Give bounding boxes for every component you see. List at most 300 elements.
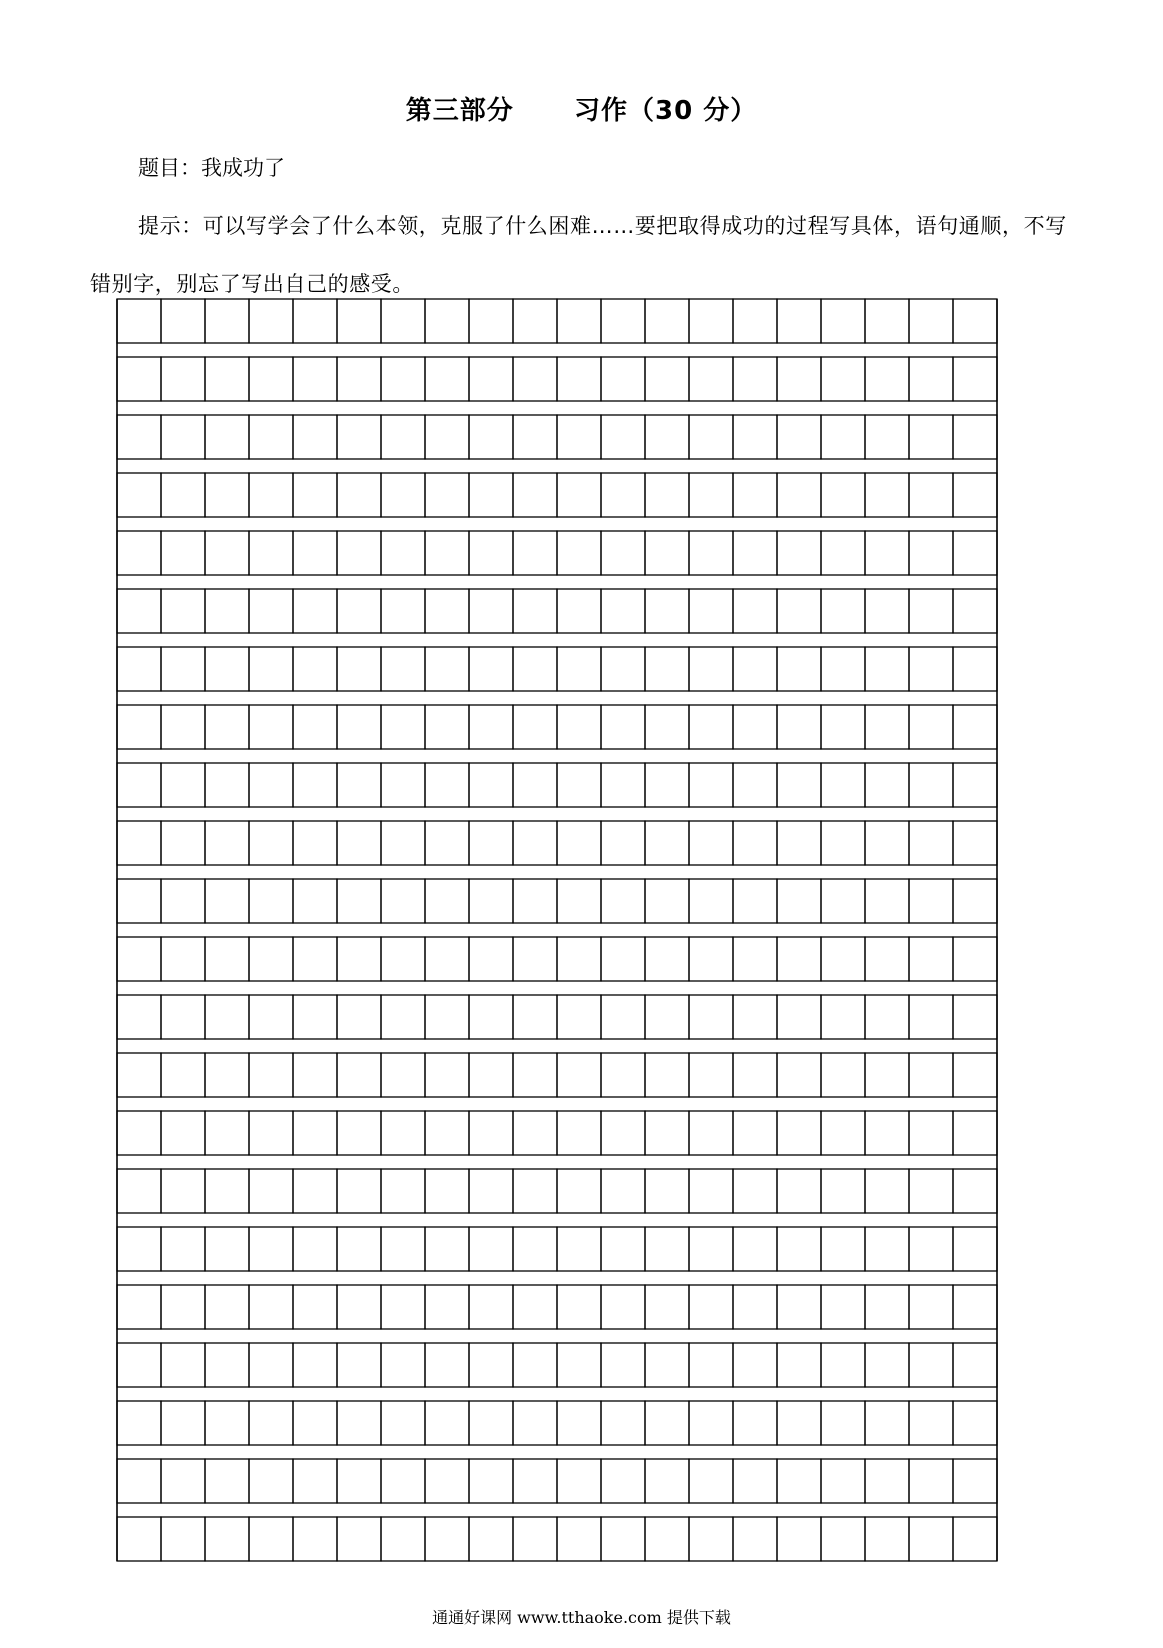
grid-cell[interactable] xyxy=(777,1111,821,1155)
grid-cell[interactable] xyxy=(117,1169,161,1213)
grid-cell[interactable] xyxy=(293,415,337,459)
grid-cell[interactable] xyxy=(953,357,997,401)
grid-cell[interactable] xyxy=(469,1285,513,1329)
grid-cell[interactable] xyxy=(513,1285,557,1329)
grid-cell[interactable] xyxy=(381,1169,425,1213)
grid-cell[interactable] xyxy=(689,1285,733,1329)
grid-cell[interactable] xyxy=(821,299,865,343)
grid-cell[interactable] xyxy=(689,1459,733,1503)
grid-cell[interactable] xyxy=(689,937,733,981)
grid-cell[interactable] xyxy=(601,1343,645,1387)
grid-cell[interactable] xyxy=(953,879,997,923)
grid-cell[interactable] xyxy=(117,1517,161,1561)
grid-cell[interactable] xyxy=(689,1343,733,1387)
grid-cell[interactable] xyxy=(777,937,821,981)
grid-cell[interactable] xyxy=(601,647,645,691)
grid-cell[interactable] xyxy=(513,531,557,575)
grid-cell[interactable] xyxy=(909,1343,953,1387)
grid-cell[interactable] xyxy=(601,589,645,633)
grid-cell[interactable] xyxy=(689,531,733,575)
grid-cell[interactable] xyxy=(205,879,249,923)
grid-cell[interactable] xyxy=(117,763,161,807)
grid-cell[interactable] xyxy=(205,357,249,401)
grid-cell[interactable] xyxy=(953,589,997,633)
grid-cell[interactable] xyxy=(337,705,381,749)
grid-cell[interactable] xyxy=(117,1285,161,1329)
grid-cell[interactable] xyxy=(205,1401,249,1445)
grid-cell[interactable] xyxy=(293,1053,337,1097)
grid-cell[interactable] xyxy=(645,1053,689,1097)
grid-cell[interactable] xyxy=(821,879,865,923)
grid-cell[interactable] xyxy=(821,1459,865,1503)
grid-cell[interactable] xyxy=(557,763,601,807)
grid-cell[interactable] xyxy=(381,1053,425,1097)
grid-cell[interactable] xyxy=(337,1459,381,1503)
grid-cell[interactable] xyxy=(601,473,645,517)
grid-cell[interactable] xyxy=(337,763,381,807)
grid-cell[interactable] xyxy=(337,937,381,981)
grid-cell[interactable] xyxy=(117,589,161,633)
grid-cell[interactable] xyxy=(557,995,601,1039)
grid-cell[interactable] xyxy=(513,995,557,1039)
grid-cell[interactable] xyxy=(293,879,337,923)
grid-cell[interactable] xyxy=(821,821,865,865)
grid-cell[interactable] xyxy=(161,1401,205,1445)
grid-cell[interactable] xyxy=(865,357,909,401)
grid-cell[interactable] xyxy=(733,1285,777,1329)
grid-cell[interactable] xyxy=(293,937,337,981)
grid-cell[interactable] xyxy=(909,1401,953,1445)
grid-cell[interactable] xyxy=(865,763,909,807)
grid-cell[interactable] xyxy=(865,705,909,749)
grid-cell[interactable] xyxy=(293,1169,337,1213)
grid-cell[interactable] xyxy=(733,821,777,865)
grid-cell[interactable] xyxy=(425,879,469,923)
grid-cell[interactable] xyxy=(337,415,381,459)
grid-cell[interactable] xyxy=(249,1343,293,1387)
grid-cell[interactable] xyxy=(249,821,293,865)
grid-cell[interactable] xyxy=(161,1285,205,1329)
grid-cell[interactable] xyxy=(645,879,689,923)
grid-cell[interactable] xyxy=(381,647,425,691)
grid-cell[interactable] xyxy=(645,647,689,691)
grid-cell[interactable] xyxy=(205,1459,249,1503)
grid-cell[interactable] xyxy=(557,415,601,459)
grid-cell[interactable] xyxy=(117,1227,161,1271)
grid-cell[interactable] xyxy=(909,1285,953,1329)
grid-cell[interactable] xyxy=(469,1053,513,1097)
grid-cell[interactable] xyxy=(469,589,513,633)
grid-cell[interactable] xyxy=(865,1227,909,1271)
grid-cell[interactable] xyxy=(645,415,689,459)
grid-cell[interactable] xyxy=(733,879,777,923)
grid-cell[interactable] xyxy=(425,1227,469,1271)
grid-cell[interactable] xyxy=(117,531,161,575)
grid-cell[interactable] xyxy=(381,1111,425,1155)
grid-cell[interactable] xyxy=(601,1285,645,1329)
grid-cell[interactable] xyxy=(249,415,293,459)
grid-cell[interactable] xyxy=(645,1343,689,1387)
grid-cell[interactable] xyxy=(777,1169,821,1213)
grid-cell[interactable] xyxy=(469,821,513,865)
grid-cell[interactable] xyxy=(733,1169,777,1213)
grid-cell[interactable] xyxy=(557,879,601,923)
grid-cell[interactable] xyxy=(601,299,645,343)
grid-cell[interactable] xyxy=(205,589,249,633)
grid-cell[interactable] xyxy=(557,299,601,343)
grid-cell[interactable] xyxy=(425,473,469,517)
grid-cell[interactable] xyxy=(117,415,161,459)
grid-cell[interactable] xyxy=(821,763,865,807)
grid-cell[interactable] xyxy=(601,763,645,807)
grid-cell[interactable] xyxy=(953,299,997,343)
grid-cell[interactable] xyxy=(381,937,425,981)
grid-cell[interactable] xyxy=(601,821,645,865)
grid-cell[interactable] xyxy=(865,1169,909,1213)
grid-cell[interactable] xyxy=(337,589,381,633)
grid-cell[interactable] xyxy=(821,647,865,691)
grid-cell[interactable] xyxy=(953,821,997,865)
grid-cell[interactable] xyxy=(337,357,381,401)
grid-cell[interactable] xyxy=(821,1111,865,1155)
grid-cell[interactable] xyxy=(689,879,733,923)
grid-cell[interactable] xyxy=(557,531,601,575)
grid-cell[interactable] xyxy=(865,1401,909,1445)
grid-cell[interactable] xyxy=(953,1169,997,1213)
grid-cell[interactable] xyxy=(293,473,337,517)
grid-cell[interactable] xyxy=(689,473,733,517)
grid-cell[interactable] xyxy=(733,705,777,749)
grid-cell[interactable] xyxy=(733,1053,777,1097)
grid-cell[interactable] xyxy=(689,1227,733,1271)
grid-cell[interactable] xyxy=(469,1459,513,1503)
grid-cell[interactable] xyxy=(733,589,777,633)
grid-cell[interactable] xyxy=(161,415,205,459)
grid-cell[interactable] xyxy=(469,937,513,981)
grid-cell[interactable] xyxy=(161,357,205,401)
grid-cell[interactable] xyxy=(249,589,293,633)
grid-cell[interactable] xyxy=(161,647,205,691)
grid-cell[interactable] xyxy=(777,473,821,517)
grid-cell[interactable] xyxy=(469,763,513,807)
grid-cell[interactable] xyxy=(733,531,777,575)
grid-cell[interactable] xyxy=(953,415,997,459)
grid-cell[interactable] xyxy=(293,1111,337,1155)
grid-cell[interactable] xyxy=(865,1343,909,1387)
grid-cell[interactable] xyxy=(117,1053,161,1097)
grid-cell[interactable] xyxy=(733,1459,777,1503)
grid-cell[interactable] xyxy=(117,357,161,401)
grid-cell[interactable] xyxy=(161,1227,205,1271)
grid-cell[interactable] xyxy=(337,821,381,865)
grid-cell[interactable] xyxy=(865,995,909,1039)
grid-cell[interactable] xyxy=(689,647,733,691)
grid-cell[interactable] xyxy=(821,415,865,459)
grid-cell[interactable] xyxy=(909,531,953,575)
grid-cell[interactable] xyxy=(909,473,953,517)
grid-cell[interactable] xyxy=(909,299,953,343)
grid-cell[interactable] xyxy=(337,1227,381,1271)
grid-cell[interactable] xyxy=(909,1169,953,1213)
grid-cell[interactable] xyxy=(513,1111,557,1155)
grid-cell[interactable] xyxy=(821,1169,865,1213)
grid-cell[interactable] xyxy=(645,763,689,807)
grid-cell[interactable] xyxy=(425,647,469,691)
grid-cell[interactable] xyxy=(689,415,733,459)
grid-cell[interactable] xyxy=(601,1517,645,1561)
grid-cell[interactable] xyxy=(513,357,557,401)
grid-cell[interactable] xyxy=(909,589,953,633)
grid-cell[interactable] xyxy=(513,1053,557,1097)
grid-cell[interactable] xyxy=(909,821,953,865)
grid-cell[interactable] xyxy=(513,821,557,865)
grid-cell[interactable] xyxy=(381,299,425,343)
grid-cell[interactable] xyxy=(249,1169,293,1213)
grid-cell[interactable] xyxy=(425,821,469,865)
grid-cell[interactable] xyxy=(249,357,293,401)
grid-cell[interactable] xyxy=(865,299,909,343)
grid-cell[interactable] xyxy=(205,299,249,343)
grid-cell[interactable] xyxy=(205,1517,249,1561)
grid-cell[interactable] xyxy=(469,415,513,459)
grid-cell[interactable] xyxy=(425,299,469,343)
grid-cell[interactable] xyxy=(953,1053,997,1097)
grid-cell[interactable] xyxy=(689,705,733,749)
grid-cell[interactable] xyxy=(645,531,689,575)
grid-cell[interactable] xyxy=(161,879,205,923)
grid-cell[interactable] xyxy=(205,1111,249,1155)
grid-cell[interactable] xyxy=(601,531,645,575)
grid-cell[interactable] xyxy=(249,937,293,981)
grid-cell[interactable] xyxy=(557,937,601,981)
grid-cell[interactable] xyxy=(557,705,601,749)
grid-cell[interactable] xyxy=(381,995,425,1039)
grid-cell[interactable] xyxy=(557,1459,601,1503)
grid-cell[interactable] xyxy=(865,1517,909,1561)
grid-cell[interactable] xyxy=(161,1111,205,1155)
grid-cell[interactable] xyxy=(381,531,425,575)
grid-cell[interactable] xyxy=(293,357,337,401)
grid-cell[interactable] xyxy=(381,705,425,749)
grid-cell[interactable] xyxy=(337,1169,381,1213)
grid-cell[interactable] xyxy=(733,1111,777,1155)
grid-cell[interactable] xyxy=(953,647,997,691)
grid-cell[interactable] xyxy=(249,1285,293,1329)
grid-cell[interactable] xyxy=(205,937,249,981)
grid-cell[interactable] xyxy=(381,357,425,401)
grid-cell[interactable] xyxy=(733,299,777,343)
grid-cell[interactable] xyxy=(161,763,205,807)
grid-cell[interactable] xyxy=(425,1343,469,1387)
grid-cell[interactable] xyxy=(161,299,205,343)
grid-cell[interactable] xyxy=(249,299,293,343)
grid-cell[interactable] xyxy=(469,1517,513,1561)
grid-cell[interactable] xyxy=(557,647,601,691)
grid-cell[interactable] xyxy=(777,1401,821,1445)
grid-cell[interactable] xyxy=(821,995,865,1039)
grid-cell[interactable] xyxy=(953,1459,997,1503)
grid-cell[interactable] xyxy=(337,647,381,691)
grid-cell[interactable] xyxy=(469,705,513,749)
grid-cell[interactable] xyxy=(205,1285,249,1329)
grid-cell[interactable] xyxy=(645,705,689,749)
grid-cell[interactable] xyxy=(117,647,161,691)
grid-cell[interactable] xyxy=(381,1343,425,1387)
grid-cell[interactable] xyxy=(161,1343,205,1387)
grid-cell[interactable] xyxy=(161,1517,205,1561)
grid-cell[interactable] xyxy=(777,1053,821,1097)
grid-cell[interactable] xyxy=(645,1285,689,1329)
grid-cell[interactable] xyxy=(821,357,865,401)
grid-cell[interactable] xyxy=(469,357,513,401)
grid-cell[interactable] xyxy=(689,1169,733,1213)
grid-cell[interactable] xyxy=(689,1401,733,1445)
grid-cell[interactable] xyxy=(117,705,161,749)
grid-cell[interactable] xyxy=(645,1459,689,1503)
grid-cell[interactable] xyxy=(777,705,821,749)
grid-cell[interactable] xyxy=(337,473,381,517)
grid-cell[interactable] xyxy=(513,1401,557,1445)
grid-cell[interactable] xyxy=(293,1227,337,1271)
grid-cell[interactable] xyxy=(953,1285,997,1329)
grid-cell[interactable] xyxy=(601,1053,645,1097)
grid-cell[interactable] xyxy=(513,1517,557,1561)
grid-cell[interactable] xyxy=(601,1401,645,1445)
grid-cell[interactable] xyxy=(161,1169,205,1213)
grid-cell[interactable] xyxy=(645,821,689,865)
grid-cell[interactable] xyxy=(733,1517,777,1561)
grid-cell[interactable] xyxy=(425,1517,469,1561)
grid-cell[interactable] xyxy=(865,647,909,691)
grid-cell[interactable] xyxy=(425,589,469,633)
grid-cell[interactable] xyxy=(161,995,205,1039)
grid-cell[interactable] xyxy=(117,1401,161,1445)
grid-cell[interactable] xyxy=(425,763,469,807)
grid-cell[interactable] xyxy=(513,1227,557,1271)
grid-cell[interactable] xyxy=(557,589,601,633)
grid-cell[interactable] xyxy=(821,1401,865,1445)
grid-cell[interactable] xyxy=(205,995,249,1039)
grid-cell[interactable] xyxy=(821,705,865,749)
grid-cell[interactable] xyxy=(117,1111,161,1155)
grid-cell[interactable] xyxy=(293,1459,337,1503)
grid-cell[interactable] xyxy=(953,995,997,1039)
grid-cell[interactable] xyxy=(777,647,821,691)
grid-cell[interactable] xyxy=(733,763,777,807)
grid-cell[interactable] xyxy=(689,299,733,343)
grid-cell[interactable] xyxy=(381,1517,425,1561)
grid-cell[interactable] xyxy=(909,995,953,1039)
grid-cell[interactable] xyxy=(909,357,953,401)
grid-cell[interactable] xyxy=(293,1401,337,1445)
grid-cell[interactable] xyxy=(777,531,821,575)
grid-cell[interactable] xyxy=(645,937,689,981)
grid-cell[interactable] xyxy=(777,589,821,633)
grid-cell[interactable] xyxy=(865,415,909,459)
grid-cell[interactable] xyxy=(337,1517,381,1561)
grid-cell[interactable] xyxy=(557,1169,601,1213)
grid-cell[interactable] xyxy=(733,937,777,981)
grid-cell[interactable] xyxy=(205,415,249,459)
grid-cell[interactable] xyxy=(557,1053,601,1097)
grid-cell[interactable] xyxy=(821,1053,865,1097)
grid-cell[interactable] xyxy=(645,473,689,517)
grid-cell[interactable] xyxy=(293,1285,337,1329)
grid-cell[interactable] xyxy=(513,1343,557,1387)
grid-cell[interactable] xyxy=(733,1227,777,1271)
grid-cell[interactable] xyxy=(513,299,557,343)
grid-cell[interactable] xyxy=(689,821,733,865)
grid-cell[interactable] xyxy=(777,1227,821,1271)
grid-cell[interactable] xyxy=(689,763,733,807)
grid-cell[interactable] xyxy=(205,705,249,749)
grid-cell[interactable] xyxy=(777,299,821,343)
grid-cell[interactable] xyxy=(953,705,997,749)
grid-cell[interactable] xyxy=(601,1111,645,1155)
grid-cell[interactable] xyxy=(337,1285,381,1329)
grid-cell[interactable] xyxy=(469,1169,513,1213)
grid-cell[interactable] xyxy=(513,415,557,459)
grid-cell[interactable] xyxy=(865,879,909,923)
grid-cell[interactable] xyxy=(425,937,469,981)
grid-cell[interactable] xyxy=(117,1343,161,1387)
grid-cell[interactable] xyxy=(733,995,777,1039)
grid-cell[interactable] xyxy=(249,1459,293,1503)
grid-cell[interactable] xyxy=(513,647,557,691)
grid-cell[interactable] xyxy=(249,1401,293,1445)
grid-cell[interactable] xyxy=(645,1169,689,1213)
grid-cell[interactable] xyxy=(645,1227,689,1271)
grid-cell[interactable] xyxy=(205,647,249,691)
grid-cell[interactable] xyxy=(513,1169,557,1213)
grid-cell[interactable] xyxy=(909,937,953,981)
grid-cell[interactable] xyxy=(953,473,997,517)
grid-cell[interactable] xyxy=(557,473,601,517)
grid-cell[interactable] xyxy=(821,473,865,517)
grid-cell[interactable] xyxy=(249,647,293,691)
grid-cell[interactable] xyxy=(953,763,997,807)
grid-cell[interactable] xyxy=(513,937,557,981)
grid-cell[interactable] xyxy=(777,415,821,459)
grid-cell[interactable] xyxy=(205,531,249,575)
grid-cell[interactable] xyxy=(601,705,645,749)
grid-cell[interactable] xyxy=(601,1227,645,1271)
grid-cell[interactable] xyxy=(865,1053,909,1097)
grid-cell[interactable] xyxy=(249,1111,293,1155)
grid-cell[interactable] xyxy=(601,357,645,401)
grid-cell[interactable] xyxy=(117,879,161,923)
grid-cell[interactable] xyxy=(293,705,337,749)
grid-cell[interactable] xyxy=(381,473,425,517)
grid-cell[interactable] xyxy=(777,821,821,865)
grid-cell[interactable] xyxy=(777,1459,821,1503)
grid-cell[interactable] xyxy=(689,1111,733,1155)
grid-cell[interactable] xyxy=(733,647,777,691)
grid-cell[interactable] xyxy=(293,763,337,807)
grid-cell[interactable] xyxy=(601,879,645,923)
grid-cell[interactable] xyxy=(205,1343,249,1387)
grid-cell[interactable] xyxy=(953,1401,997,1445)
grid-cell[interactable] xyxy=(161,821,205,865)
grid-cell[interactable] xyxy=(645,357,689,401)
grid-cell[interactable] xyxy=(469,879,513,923)
grid-cell[interactable] xyxy=(381,415,425,459)
grid-cell[interactable] xyxy=(469,1111,513,1155)
grid-cell[interactable] xyxy=(821,589,865,633)
grid-cell[interactable] xyxy=(161,705,205,749)
grid-cell[interactable] xyxy=(425,995,469,1039)
grid-cell[interactable] xyxy=(249,531,293,575)
